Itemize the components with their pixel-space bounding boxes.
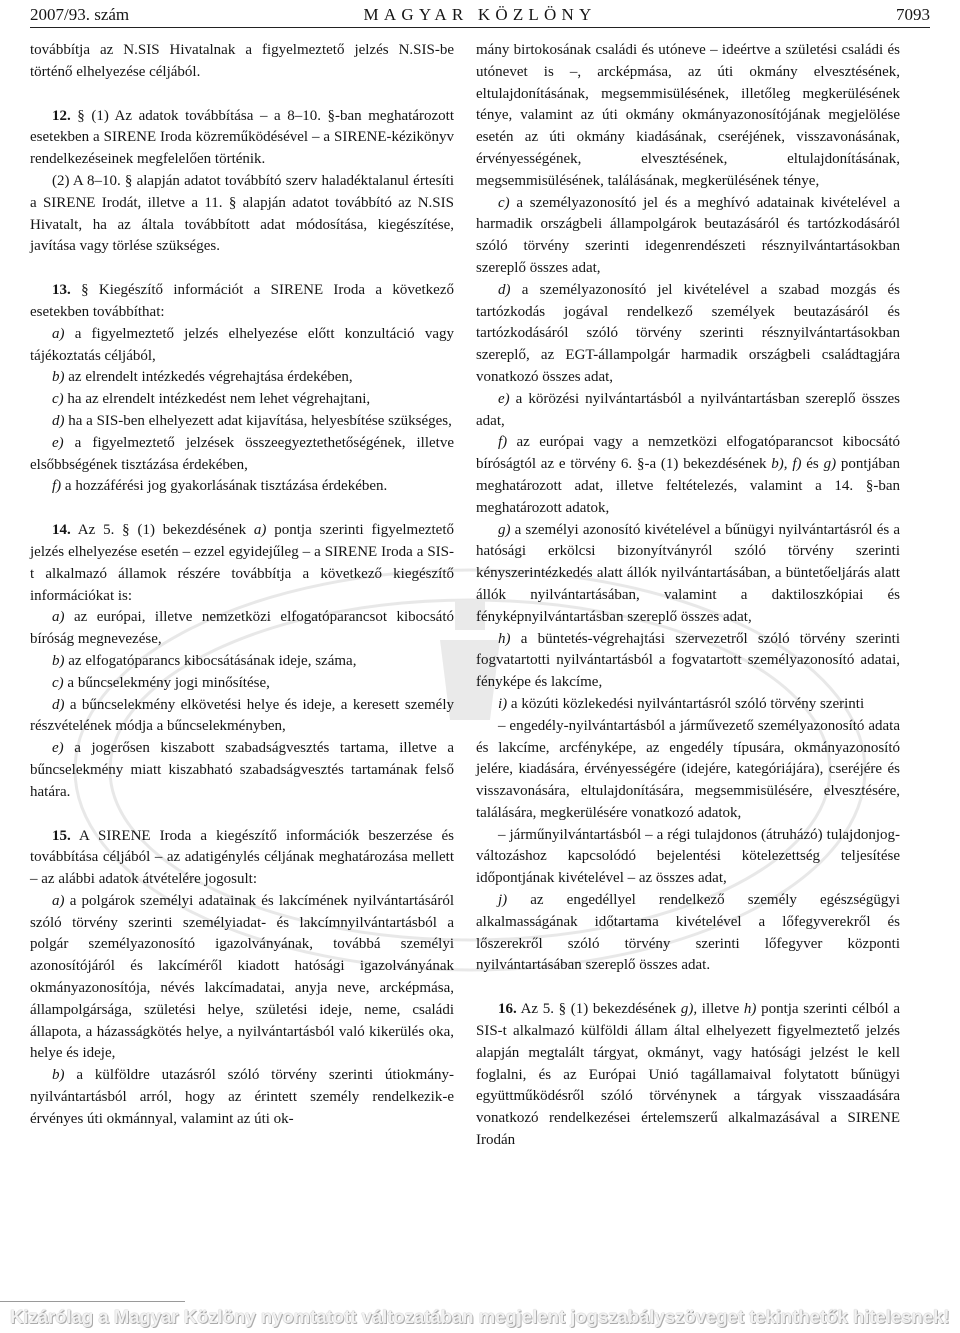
paragraph [30, 826, 454, 891]
paragraph-text: továbbítja az N.SIS Hivatalnak a figyelmeztető jelzés N.SIS-be történő elhelyezése céljából. [30, 42, 454, 80]
paragraph [30, 520, 454, 607]
paragraph-text: a személyi azonosító kivételével a bűnügyi nyilvántartásról és a hatósági erkölcsi bizonyítványról szóló törvény szerinti kényszerintézkedés alatt állók nyilvántartásában, a büntetőeljárás alatt állók nyilvántartásában, valamint a daktiloszkópiai és fényképnyilvántartásban szereplő összes adat, [476, 521, 900, 625]
item-letter: c) [52, 391, 64, 408]
paragraph-text: ha a SIS-ben elhelyezett adat kijavítása, helyesbítése szükséges, [64, 412, 452, 429]
paragraph-text: pontja szerinti figyelmeztető jelzés elhelyezése esetén – ezzel egyidejűleg – a SIRENE Iroda a SIS-t alkalmazó államok részére továbbítja a következő kiegészítő információkat is: [30, 522, 454, 604]
paragraph-text: és [801, 456, 824, 473]
item-letter: f) [498, 434, 508, 451]
paragraph [30, 106, 454, 171]
paragraph [476, 825, 900, 890]
paragraph-text: pontja szerinti célból a SIS-t alkalmazó külföldi állam által elhelyezett figyelmeztető jelzés alapján megtalált tárgyat, okmányt, vagy hatósági jelzést le kell foglalni, és az Európai Unió tagállamaival folytatott bűnügyi együttműködésről szóló törvénynek a tárgyak visszaadására vonatkozó rendelkezései értelemszerű alkalmazásával a SIRENE Irodán [476, 1001, 900, 1149]
section-number: 14. [52, 522, 71, 539]
paragraph [476, 716, 900, 825]
item-letter: g), [680, 1001, 698, 1018]
item-letter: a) [52, 892, 65, 909]
paragraph [30, 607, 454, 651]
paragraph [476, 432, 900, 519]
paragraph [476, 629, 900, 694]
paragraph [30, 738, 454, 803]
item-letter: e) [52, 740, 64, 757]
item-letter: d) [52, 696, 65, 713]
paragraph-text: a figyelmeztető jelzés elhelyezése előtt konzultáció vagy tájékoztatás céljából, [30, 325, 454, 364]
item-letter: b) [52, 369, 65, 386]
paragraph-text: a személyazonosító jel és a meghívó adatainak kivételével a harmadik országbeli állampolgárok beutazásáról és tartózkodásáról szóló törvény szerinti idegenrendészeti résznyilvántartásokban szereplő összes adat, [476, 194, 900, 276]
issue-number: 2007/93. szám [30, 5, 130, 24]
item-letter: f) [52, 478, 62, 495]
journal-title: MAGYAR KÖZLÖNY [363, 5, 597, 24]
paragraph [30, 324, 454, 368]
footer-rule [0, 1301, 185, 1302]
item-letter: i) [498, 695, 508, 712]
paragraph-text: § (1) Az adatok továbbítása – a 8–10. §-ban meghatározott esetekben a SIRENE Iroda közreműködésével – a SIRENE-kézikönyv rendelkezéseinek megfelelően történik. [30, 107, 454, 168]
paragraph [30, 40, 454, 84]
paragraph-text: a büntetés-végrehajtási szervezetről szóló törvény szerinti fogvatartotti nyilvántartásból a fogvatartott személyazonosító adatai, fényképe és lakcíme, [476, 630, 900, 691]
paragraph [30, 280, 454, 324]
paragraph [30, 695, 454, 739]
paragraph [30, 891, 454, 1065]
paragraph [30, 1065, 454, 1130]
paragraph [30, 433, 454, 477]
item-letter: j) [498, 892, 508, 909]
paragraph-text: a bűncselekmény jogi minősítése, [63, 674, 270, 691]
paragraph-text: az elrendelt intézkedés végrehajtása érdekében, [64, 369, 353, 386]
paragraph [476, 280, 900, 389]
paragraph-text: a körözési nyilvántartásból a nyilvántartásban szereplő összes adat, [476, 390, 900, 429]
paragraph [30, 476, 454, 498]
paragraph [30, 367, 454, 389]
paragraph [30, 651, 454, 673]
paragraph-text: a külföldre utazásról szóló törvény szerinti útiokmány-nyilvántartásból arról, hogy az érintett személy rendelkezik-e érvényes úti okmánnyal, valamint az úti ok- [30, 1067, 454, 1127]
paragraph-text: a polgárok személyi adatainak és lakcímének nyilvántartásáról szóló törvény szerinti személyiadat- és lakcímnyilvántartásból a polgár személyazonosító igazolványának, továbbá személyi azonosítójáról és lakcíméről kiadott hatósági igazolványának okmányazonosítója, névés lakcímadatai, anyja neve, arcképmása, állampolgársága, születési helye, születési ideje, neme, családi állapota, a házasságkötés helye, a nyilvántartásból való kikerülés oka, helye és ideje, [30, 892, 454, 1062]
header-rule [30, 27, 930, 28]
item-letter: d) [52, 412, 65, 429]
authenticity-notice: Kizárólag a Magyar Közlöny nyomtatott változatában megjelent jogszabályszöveget tekinthetők hitelesnek! [10, 1306, 950, 1327]
paragraph [476, 193, 900, 280]
paragraph [30, 411, 454, 433]
paragraph [476, 40, 900, 193]
item-letter: e) [498, 390, 510, 407]
paragraph-text: az európai, illetve nemzetközi elfogatóparancsot kibocsátó bíróság megnevezése, [30, 609, 454, 648]
item-letter: h) [498, 630, 511, 647]
paragraph-text: a közúti közlekedési nyilvántartásról szóló törvény szerinti [507, 695, 865, 712]
paragraph-text: mány birtokosának családi és utóneve – ideértve a születési családi és utónevet is –, arcképmása, az úti okmány elvesztésének, eltulajdonításának, megsemmisülésének, illetőleg megkerülésének ténye, valamint az úti okmány okmányazonosítójának megjelölése esetén az úti okmány kiadásának, cseréjének, visszavonásának, érvényességének, elvesztésének, eltulajdonításának, megsemmisülésének, találásának, megkerülésének ténye, [476, 42, 900, 189]
item-letter: b) [52, 652, 65, 669]
item-letter: d) [498, 281, 511, 298]
paragraph-text: a hozzáférési jog gyakorlásának tisztázása érdekében. [61, 478, 388, 495]
item-letter: a) [52, 609, 65, 626]
left-column [30, 40, 454, 1131]
paragraph [476, 389, 900, 433]
item-letter: a) [253, 522, 267, 539]
item-letter: f) [792, 456, 802, 473]
section-number: 15. [52, 827, 71, 844]
item-letter: g) [498, 521, 511, 538]
paragraph-text: – járműnyilvántartásból – a régi tulajdonos (átruházó) tulajdonjog-változáshoz kapcsolódó bejelentési kötelezettség teljesítése időpontjának kivételével – az összes adat, [476, 826, 900, 887]
paragraph-text: illetve [697, 1001, 744, 1018]
section-number: 13. [52, 282, 71, 299]
item-letter: c) [498, 194, 510, 211]
paragraph-text: Az 5. § (1) bekezdésének [70, 522, 254, 539]
item-letter: b) [52, 1067, 65, 1084]
item-letter: c) [52, 674, 64, 691]
paragraph [476, 999, 900, 1152]
paragraph-text: A SIRENE Iroda a kiegészítő információk beszerzése és továbbítása céljából – az adatigénylés céljának meghatározása mellett – az alábbi adatok átvételére jogosult: [30, 827, 454, 888]
paragraph-text: a jogerősen kiszabott szabadságvesztés tartama, illetve a bűncselekmény miatt kiszabható szabadságvesztés tartamának felső határa. [30, 740, 454, 800]
paragraph-text: – engedély-nyilvántartásból a járművezető személyazonosító adata és lakcíme, arcfényképe, az engedély típusára, okmányazonosító jelére, kiadására, érvényességére (idejére, kategóriájára), cseréjére és visszavonására, eltulajdonítására, megsemmisülésére, elvesztésére, találására, megkerülésére vonatkozó adatok, [476, 717, 900, 821]
paragraph-text: pontjában meghatározott adat, illetve feltételezés, valamint a 14. §-ban meghatározott adatok, [476, 456, 901, 516]
item-letter: a) [52, 325, 65, 342]
paragraph-text: (2) A 8–10. § alapján adatot továbbító szerv haladéktalanul értesíti a SIRENE Irodát, illetve a 11. § alapján adatot továbbító az N.SIS Hivatalt, ha az általa továbbított adat módosítása, kiegészítése, javítása vagy törlése szükséges. [30, 172, 454, 255]
page-number: 7093 [896, 5, 930, 24]
item-letter: g) [823, 456, 837, 473]
paragraph [476, 890, 900, 977]
right-column [476, 40, 900, 1152]
item-letter: b), [771, 456, 788, 473]
section-number: 16. [498, 1001, 517, 1018]
paragraph-text: a bűncselekmény elkövetési helye és ideje, a keresett személy részvételének módja a bűncselekményben, [30, 696, 454, 735]
paragraph-text: Az 5. § (1) bekezdésének [516, 1001, 681, 1018]
paragraph [30, 673, 454, 695]
paragraph-text: a személyazonosító jel kivételével a szabad mozgás és tartózkodás jogával rendelkező személyek beutazásáról és tartózkodásáról szóló törvény szerinti résznyilvántartásokban szereplő, az EGT-állampolgár harmadik országbeli családtagjára vonatkozó összes adat, [476, 281, 900, 385]
section-number: 12. [52, 107, 71, 124]
paragraph-text: a figyelmeztető jelzések összeegyeztethetőségének, illetve elsőbbségének tisztázása érdekében, [30, 434, 454, 473]
paragraph [476, 520, 900, 629]
item-letter: h) [743, 1001, 757, 1018]
paragraph-text: az engedéllyel rendelkező személy egészségügyi alkalmasságának időtartama kivételével a lőfegyverekről és lőszerekről szóló törvény szerinti lőfegyver központi nyilvántartásában szereplő összes adat. [476, 892, 900, 974]
paragraph [30, 171, 454, 258]
page-header [30, 3, 930, 27]
paragraph [30, 389, 454, 411]
item-letter: e) [52, 434, 64, 451]
paragraph-text: az elfogatóparancs kibocsátásának ideje, száma, [64, 652, 357, 669]
paragraph-text: § Kiegészítő információt a SIRENE Iroda a következő esetekben továbbíthat: [30, 282, 454, 320]
paragraph [476, 694, 900, 716]
paragraph-text: ha az elrendelt intézkedést nem lehet végrehajtani, [63, 391, 371, 408]
paragraph-text: az európai vagy a nemzetközi elfogatóparancsot kibocsátó bíróságtól az e törvény 6. §-a (1) bekezdésének [476, 434, 900, 473]
